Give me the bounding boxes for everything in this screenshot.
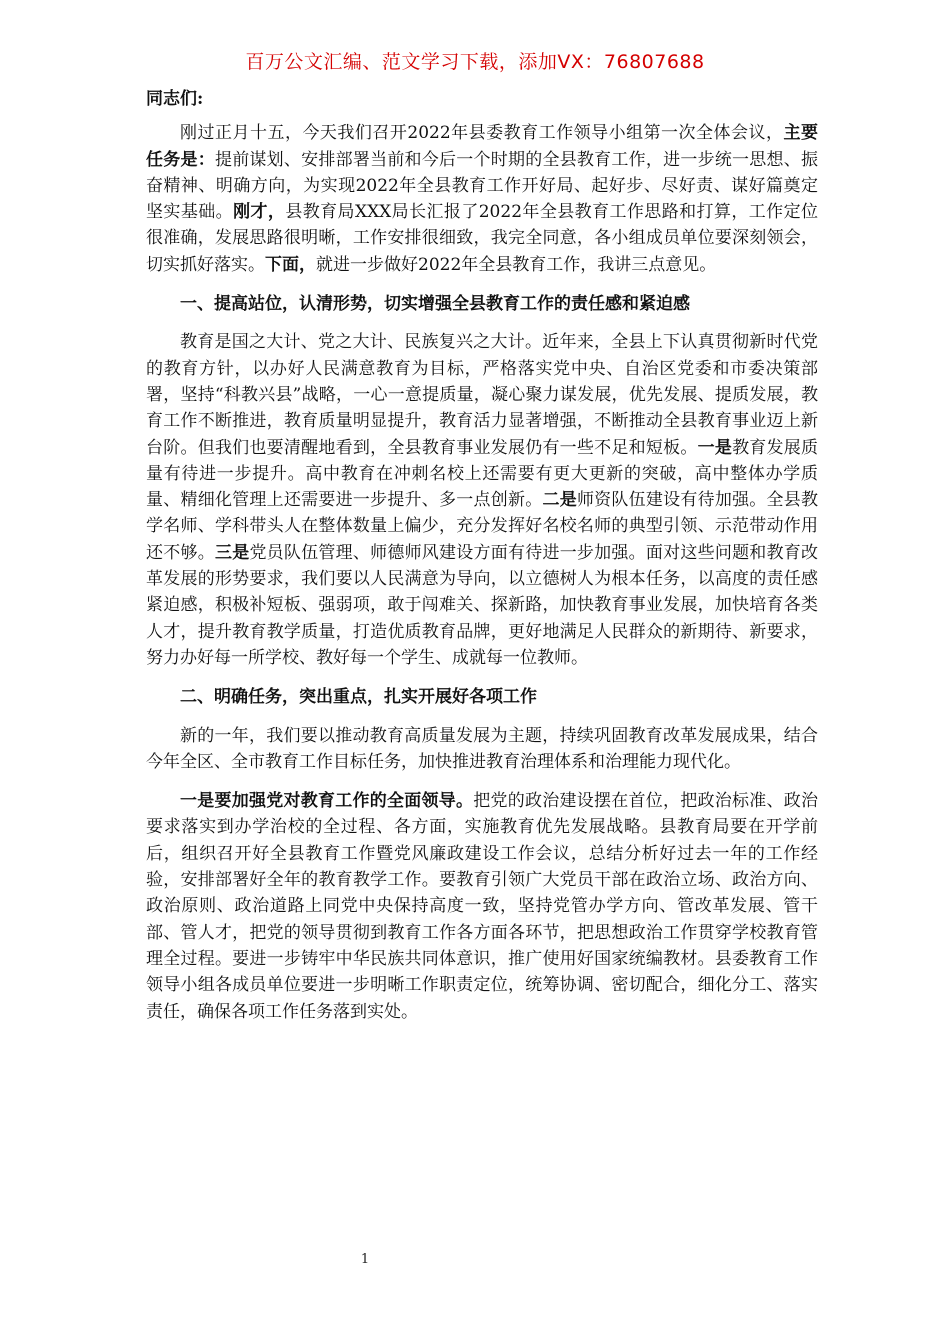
section-2-item-1-paragraph — [146, 788, 818, 1025]
greeting: 同志们: — [146, 89, 204, 109]
intro-paragraph — [146, 120, 818, 278]
section-1-text-1: 教育是国之大计、党之大计、民族复兴之大计。近年来，全县上下认真贯彻新时代党的教育方针，以办好人民满意教育为目标，严格落实党中央、自治区党委和市委决策部署，坚持“科教兴县”战略，一心一意提质量，凝心聚力谋发展，优先发展、提质发展，教育工作不断推进，教育质量明显提升，教育活力显著增强，不断推动全县教育事业迈上新台阶。但我们也要清醒地看到，全县教育事业发展仍有一些不足和短板。 — [146, 332, 818, 458]
page-number: 1 — [360, 1252, 370, 1267]
section-2-item-1-title: 一是要加强党对教育工作的全面领导。 — [180, 791, 474, 812]
intro-text-3: 县教育局XXX局长汇报了2022年全县教育工作思路和打算，工作定位很准确，发展思路很明晰，工作安排很细致，我完全同意，各小组成员单位要深刻领会，切实抓好落实。 — [146, 202, 819, 275]
section-1-paragraph — [146, 329, 818, 671]
intro-emphasis-just-now: 刚才， — [233, 202, 286, 223]
section-2-item-1-text: 把党的政治建设摆在首位，把政治标准、政治要求落实到办学治校的全过程、各方面，实施教育优先发展战略。县教育局要在开学前后，组织召开好全县教育工作暨党风廉政建设工作会议，总结分析好过去一年的工作经验，安排部署好全年的教育教学工作。要教育引领广大党员干部在政治立场、政治方向、政治原则、政治道路上同党中央保持高度一致，坚持党管办学方向、管改革发展、管干部、管人才，把党的领导贯彻到教育工作各方面各环节，把思想政治工作贯穿学校教育管理全过程。要进一步铸牢中华民族共同体意识，推广使用好国家统编教材。县委教育工作领导小组各成员单位要进一步明晰工作职责定位，统筹协调、密切配合，细化分工、落实责任，确保各项工作任务落到实处。 — [146, 791, 818, 1022]
section-1-point-2-label: 二是 — [542, 490, 577, 511]
intro-text-2: 提前谋划、安排部署当前和今后一个时期的全县教育工作，进一步统一思想、振奋精神、明确方向，为实现2022年全县教育工作开好局、起好步、尽好责、谋好篇奠定坚实基础。 — [146, 149, 819, 223]
section-2-heading: 二、明确任务，突出重点，扎实开展好各项工作 — [180, 687, 537, 708]
section-1-point-1-label: 一是 — [697, 437, 733, 458]
intro-text-1: 刚过正月十五，今天我们召开2022年县委教育工作领导小组第一次全体会议， — [180, 123, 784, 144]
section-1-point-3-label: 三是 — [214, 542, 250, 563]
watermark-banner: 百万公文汇编、范文学习下载，添加VX：76807688 — [245, 51, 705, 73]
section-1-text-2: 教育发展质量有待进一步提升。高中教育在冲刺名校上还需要有更大更新的突破，高中整体办学质量、精细化管理上还需要进一步提升、多一点创新。 — [146, 437, 819, 511]
intro-text-4: 就进一步做好2022年全县教育工作，我讲三点意见。 — [316, 254, 717, 275]
section-1-text-4: 党员队伍管理、师德师风建设方面有待进一步加强。面对这些问题和教育改革发展的形势要求，我们要以人民满意为导向，以立德树人为根本任务，以高度的责任感紧迫感，积极补短板、强弱项，敢于闯难关、探新路，加快教育事业发展，加快培育各类人才，提升教育教学质量，打造优质教育品牌，更好地满足人民群众的新期待、新要求，努力办好每一所学校、教好每一个学生、成就每一位教师。 — [146, 542, 819, 668]
intro-emphasis-below: 下面， — [265, 254, 316, 275]
intro-emphasis-main-task: 主要任务是： — [146, 123, 819, 170]
section-1-heading: 一、提高站位，认清形势，切实增强全县教育工作的责任感和紧迫感 — [180, 294, 690, 315]
section-1-text-3: 师资队伍建设有待加强。全县教学名师、学科带头人在整体数量上偏少，充分发挥好名校名师的典型引领、示范带动作用还不够。 — [146, 490, 819, 563]
document-body — [146, 86, 818, 1038]
section-2-intro-paragraph: 新的一年，我们要以推动教育高质量发展为主题，持续巩固教育改革发展成果，结合今年全区、全市教育工作目标任务，加快推进教育治理体系和治理能力现代化。 — [146, 725, 818, 772]
